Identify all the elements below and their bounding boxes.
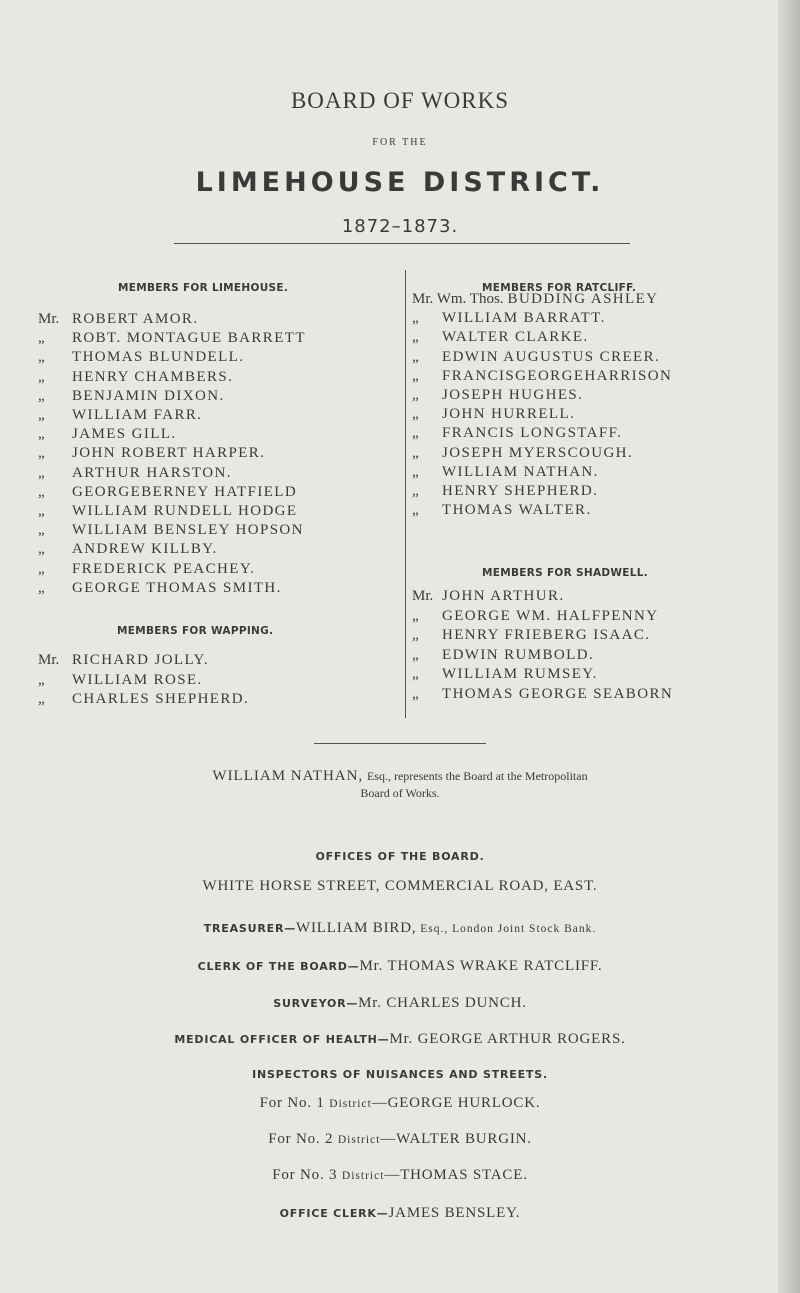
member-name: HENRY CHAMBERS. bbox=[72, 368, 234, 385]
member-name: JOSEPH MYERSCOUGH. bbox=[442, 444, 634, 461]
member-row bbox=[412, 368, 672, 385]
offices-heading: OFFICES OF THE BOARD. bbox=[315, 850, 485, 863]
member-name: JOHN ROBERT HARPER. bbox=[72, 445, 266, 462]
member-prefix: „ bbox=[412, 425, 419, 442]
member-row bbox=[412, 445, 633, 462]
member-row bbox=[38, 388, 225, 405]
inspector-prefix: For No. 3 bbox=[272, 1167, 342, 1183]
member-name: WILLIAM BARRATT. bbox=[442, 310, 606, 327]
member-row bbox=[412, 349, 660, 366]
member-row bbox=[412, 627, 650, 644]
medical-officer-label: MEDICAL OFFICER OF HEALTH— bbox=[174, 1033, 390, 1046]
wapping-heading: MEMBERS FOR WAPPING. bbox=[117, 625, 274, 637]
member-name: WILLIAM ROSE. bbox=[72, 671, 203, 688]
member-row bbox=[412, 291, 658, 308]
member-prefix: Mr. bbox=[38, 652, 60, 668]
inspector-name: —WALTER BURGIN. bbox=[380, 1131, 532, 1147]
member-row bbox=[38, 503, 297, 520]
member-row bbox=[38, 407, 202, 424]
member-row bbox=[412, 483, 598, 500]
member-name: EDWIN RUMBOLD. bbox=[442, 646, 595, 663]
member-name: ANDREW KILLBY. bbox=[72, 541, 218, 558]
member-name: EDWIN AUGUSTUS CREER. bbox=[442, 348, 661, 365]
inspector-prefix: For No. 2 bbox=[268, 1131, 338, 1147]
member-name: WILLIAM RUNDELL HODGE bbox=[72, 503, 298, 519]
member-prefix: „ bbox=[412, 646, 419, 663]
member-prefix: „ bbox=[38, 671, 45, 688]
member-prefix: „ bbox=[412, 367, 419, 384]
member-name: WILLIAM BENSLEY HOPSON bbox=[72, 522, 304, 539]
member-prefix: „ bbox=[38, 330, 45, 347]
member-row bbox=[38, 426, 177, 443]
header-divider bbox=[174, 243, 630, 244]
page-title: BOARD OF WORKS bbox=[290, 88, 510, 113]
member-name: FREDERICK PEACHEY. bbox=[72, 560, 256, 577]
member-name: JOSEPH HUGHES. bbox=[442, 387, 584, 403]
member-row bbox=[412, 608, 658, 625]
medical-officer-line bbox=[0, 1031, 800, 1048]
member-row bbox=[412, 425, 622, 442]
member-prefix: „ bbox=[38, 407, 45, 423]
member-name: JOHN HURRELL. bbox=[442, 406, 576, 423]
member-row bbox=[38, 445, 265, 462]
representative-note bbox=[0, 768, 800, 785]
member-prefix: „ bbox=[38, 579, 45, 596]
member-name: CHARLES SHEPHERD. bbox=[72, 691, 250, 707]
member-prefix: Mr. bbox=[412, 588, 434, 604]
member-name: JAMES GILL. bbox=[72, 426, 177, 443]
clerk-label: CLERK OF THE BOARD— bbox=[197, 960, 360, 973]
member-prefix: „ bbox=[412, 685, 419, 702]
member-name: HENRY FRIEBERG ISAAC. bbox=[442, 627, 651, 643]
for-the-label: FOR THE bbox=[372, 137, 428, 148]
office-address: WHITE HORSE STREET, COMMERCIAL ROAD, EAST. bbox=[202, 878, 598, 894]
member-prefix: „ bbox=[412, 483, 419, 499]
inspector-prefix: For No. 1 bbox=[259, 1095, 330, 1111]
member-prefix: „ bbox=[38, 426, 45, 443]
member-name: WILLIAM FARR. bbox=[72, 407, 203, 423]
inspector-name: —THOMAS STACE. bbox=[384, 1167, 528, 1183]
member-row bbox=[38, 311, 198, 328]
member-name: ROBT. MONTAGUE BARRETT bbox=[72, 330, 306, 347]
member-row bbox=[412, 329, 589, 346]
member-row bbox=[38, 691, 249, 708]
member-prefix: „ bbox=[412, 502, 419, 519]
member-row bbox=[412, 502, 592, 519]
member-prefix: „ bbox=[38, 464, 45, 481]
inspector-district: District bbox=[329, 1098, 372, 1110]
member-prefix: „ bbox=[412, 463, 419, 480]
column-divider bbox=[405, 270, 406, 718]
member-row bbox=[38, 522, 304, 539]
treasurer-bank: Esq., London Joint Stock Bank. bbox=[416, 923, 597, 935]
member-prefix: „ bbox=[412, 348, 419, 365]
surveyor-name: Mr. CHARLES DUNCH. bbox=[358, 995, 527, 1011]
inspector-line bbox=[0, 1167, 800, 1184]
member-name: WILLIAM RUMSEY. bbox=[442, 666, 598, 682]
member-row bbox=[412, 406, 575, 423]
member-name: FRANCISGEORGEHARRISON bbox=[442, 367, 673, 384]
member-prefix: „ bbox=[412, 310, 419, 327]
member-prefix: „ bbox=[38, 445, 45, 462]
member-name: ARTHUR HARSTON. bbox=[72, 464, 232, 481]
member-row bbox=[38, 369, 233, 386]
representative-text-continued: Board of Works. bbox=[360, 786, 440, 800]
member-prefix: „ bbox=[38, 560, 45, 577]
surveyor-line bbox=[0, 995, 800, 1012]
member-prefix: „ bbox=[412, 387, 419, 403]
medical-officer-name: Mr. GEORGE ARTHUR ROGERS. bbox=[389, 1031, 626, 1047]
member-prefix: „ bbox=[412, 329, 419, 346]
member-name: THOMAS WALTER. bbox=[442, 502, 592, 519]
member-name: GEORGE WM. HALFPENNY bbox=[442, 607, 659, 624]
treasurer-label: TREASURER— bbox=[203, 922, 297, 935]
inspector-name: —GEORGE HURLOCK. bbox=[371, 1095, 541, 1111]
clerk-line bbox=[0, 958, 800, 975]
member-prefix: „ bbox=[38, 522, 45, 539]
member-name: BENJAMIN DIXON. bbox=[72, 387, 225, 404]
member-row bbox=[412, 666, 598, 683]
member-prefix: „ bbox=[38, 691, 45, 707]
office-clerk-label: OFFICE CLERK— bbox=[279, 1207, 389, 1220]
member-row bbox=[412, 588, 565, 605]
member-prefix: „ bbox=[412, 607, 419, 624]
member-name: ROBERT AMOR. bbox=[72, 311, 199, 327]
member-prefix: „ bbox=[38, 387, 45, 404]
section-divider bbox=[314, 743, 486, 744]
member-name: GEORGE THOMAS SMITH. bbox=[72, 579, 282, 596]
member-name: FRANCIS LONGSTAFF. bbox=[442, 425, 623, 442]
treasurer-line bbox=[0, 920, 800, 937]
member-prefix: Mr. bbox=[38, 311, 60, 327]
clerk-name: Mr. THOMAS WRAKE RATCLIFF. bbox=[359, 958, 603, 974]
member-name: HENRY SHEPHERD. bbox=[442, 483, 599, 499]
member-prefix: „ bbox=[412, 406, 419, 423]
office-clerk-name: JAMES BENSLEY. bbox=[388, 1205, 521, 1221]
member-row bbox=[412, 686, 673, 703]
member-prefix: „ bbox=[38, 483, 45, 500]
years-label: 1872–1873. bbox=[341, 216, 459, 237]
member-row bbox=[38, 484, 297, 501]
representative-name: WILLIAM NATHAN, bbox=[212, 768, 364, 784]
district-title: LIMEHOUSE DISTRICT. bbox=[195, 167, 605, 198]
inspector-line bbox=[0, 1095, 800, 1112]
member-row bbox=[38, 349, 244, 366]
member-row bbox=[38, 465, 232, 482]
member-row bbox=[412, 647, 594, 664]
member-row bbox=[38, 541, 218, 558]
member-name: GEORGEBERNEY HATFIELD bbox=[72, 483, 298, 500]
member-prefix: Mr. Wm. Thos. bbox=[412, 291, 504, 307]
member-row bbox=[38, 580, 282, 597]
surveyor-label: SURVEYOR— bbox=[273, 997, 359, 1010]
offices-heading-line bbox=[0, 848, 800, 865]
member-row bbox=[38, 652, 209, 669]
member-prefix: „ bbox=[38, 503, 45, 519]
office-clerk-line bbox=[0, 1205, 800, 1222]
representative-text: Esq., represents the Board at the Metropolitan bbox=[366, 769, 588, 783]
member-name: THOMAS GEORGE SEABORN bbox=[442, 685, 674, 702]
member-name: BUDDING ASHLEY bbox=[507, 291, 659, 307]
member-name: JOHN ARTHUR. bbox=[442, 588, 565, 604]
inspector-district: District bbox=[337, 1134, 381, 1146]
inspectors-heading-line bbox=[0, 1066, 800, 1083]
member-name: RICHARD JOLLY. bbox=[72, 652, 209, 668]
member-row bbox=[38, 330, 306, 347]
member-row bbox=[38, 561, 255, 578]
shadwell-heading: MEMBERS FOR SHADWELL. bbox=[482, 567, 649, 579]
member-prefix: „ bbox=[38, 349, 45, 366]
member-prefix: „ bbox=[38, 368, 45, 385]
member-row bbox=[412, 387, 583, 404]
member-prefix: „ bbox=[412, 444, 419, 461]
limehouse-heading: MEMBERS FOR LIMEHOUSE. bbox=[118, 282, 289, 294]
member-prefix: „ bbox=[412, 666, 419, 682]
inspector-line bbox=[0, 1131, 800, 1148]
member-name: WALTER CLARKE. bbox=[442, 329, 589, 346]
member-prefix: „ bbox=[38, 541, 45, 558]
member-row bbox=[38, 672, 203, 689]
member-row bbox=[412, 464, 599, 481]
treasurer-name: WILLIAM BIRD, bbox=[296, 920, 417, 936]
inspector-district: District bbox=[341, 1170, 385, 1182]
member-name: THOMAS BLUNDELL. bbox=[72, 349, 245, 366]
member-prefix: „ bbox=[412, 627, 419, 643]
member-name: WILLIAM NATHAN. bbox=[442, 463, 599, 480]
member-row bbox=[412, 310, 606, 327]
ratcliff-heading: MEMBERS FOR RATCLIFF. bbox=[482, 282, 637, 294]
inspectors-heading: INSPECTORS OF NUISANCES AND STREETS. bbox=[252, 1068, 548, 1081]
